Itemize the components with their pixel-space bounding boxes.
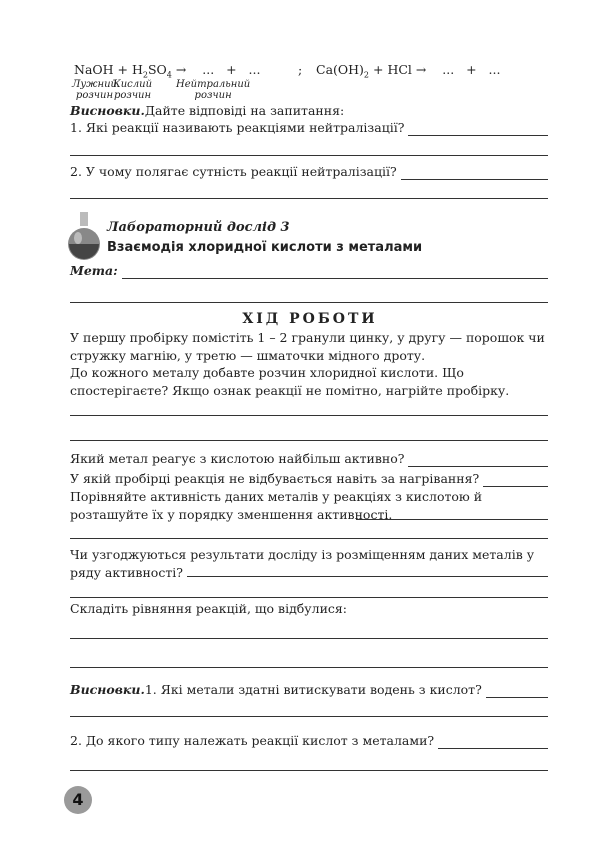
answer-line[interactable] [486, 685, 548, 698]
answer-line[interactable] [70, 440, 548, 441]
goal-input-line[interactable] [122, 266, 548, 279]
answer-line[interactable] [438, 736, 548, 749]
answer-line[interactable] [70, 302, 548, 303]
answer-line[interactable] [70, 667, 548, 668]
procedure-step-1: У першу пробірку помістіть 1 – 2 гранули цинку, у другу — порошок чи стружку магнію, у третю — шматочки мідного дроту. [70, 330, 545, 363]
conclusions-intro: Висновки. Дайте відповіді на запитання: [70, 103, 345, 118]
answer-line[interactable] [356, 519, 548, 520]
question-equations: Складіть рівняння реакцій, що відбулися: [70, 601, 348, 616]
lab-title: Взаємодія хлоридної кислоти з металами [107, 240, 423, 255]
question-most-active: Який метал реагує з кислотою найбільш активно? [70, 451, 548, 467]
equation-naoh-h2so4: NaOH + $H_2SO_4$ → ... + ... [74, 62, 261, 80]
question-2: 2. У чому полягає сутність реакції нейтралізації? [70, 164, 548, 180]
answer-line[interactable] [70, 155, 548, 156]
equation-separator: ; [298, 62, 303, 77]
page-number: 4 [64, 786, 92, 814]
answer-line[interactable] [187, 576, 548, 577]
procedure-step-2: До кожного металу добавте розчин хлоридної кислоти. Що спостерігаєте? Якщо ознак реакції не помітно, нагрійте пробірку. [70, 365, 510, 398]
answer-line[interactable] [483, 474, 548, 487]
lab-subtitle: Лабораторний дослід 3 [107, 220, 290, 235]
flask-icon [66, 212, 102, 262]
question-compare: Порівняйте активність даних металів у реакціях з кислотою й розташуйте їх у порядку зменшення активності. [70, 489, 483, 522]
question-activity-series: Чи узгоджуються результати досліду із розміщенням даних металів у ряду активності? [70, 547, 535, 580]
conclusions-question-2: 2. До якого типу належать реакції кислот з металами? [70, 733, 548, 749]
answer-line[interactable] [408, 123, 548, 136]
equation-caoh2-hcl: $Ca(OH)_2$ + HCl → ... + ... [316, 62, 501, 80]
procedure-heading: ХІД РОБОТИ [242, 311, 378, 327]
answer-line[interactable] [70, 538, 548, 539]
question-1: 1. Які реакції називають реакціями нейтралізації? [70, 120, 548, 136]
goal-row: Мета: [70, 263, 548, 279]
answer-line[interactable] [70, 198, 548, 199]
answer-line[interactable] [408, 454, 548, 467]
answer-line[interactable] [401, 167, 548, 180]
conclusions-question-1: Висновки. 1. Які метали здатні витискувати водень з кислот? [70, 682, 548, 698]
caption-neutral: Нейтральний розчин [176, 79, 251, 101]
caption-alkaline: Лужний розчин [72, 79, 117, 101]
caption-acidic: Кислий розчин [113, 79, 153, 101]
answer-line[interactable] [70, 770, 548, 771]
question-no-reaction: У якій пробірці реакція не відбувається навіть за нагрівання? [70, 471, 548, 487]
answer-line[interactable] [70, 597, 548, 598]
answer-line[interactable] [70, 716, 548, 717]
answer-line[interactable] [70, 415, 548, 416]
answer-line[interactable] [70, 638, 548, 639]
